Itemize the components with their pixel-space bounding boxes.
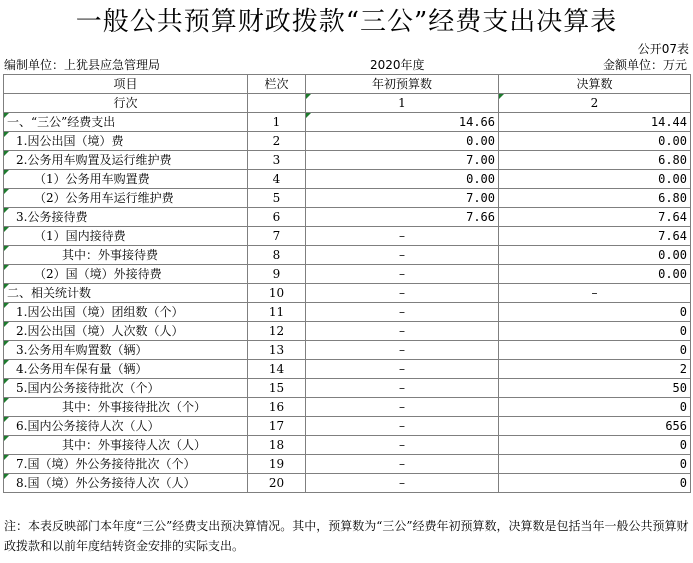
- table-row: [4, 417, 691, 436]
- table-row: [4, 379, 691, 398]
- row-final-cell: 0: [499, 474, 691, 493]
- header-empty-cell: [248, 94, 306, 113]
- table-row: [4, 151, 691, 170]
- row-budget-cell: –: [306, 303, 499, 322]
- row-line-cell: 20: [248, 474, 306, 493]
- row-label-cell: 8.国（境）外公务接待人次（人）: [4, 474, 248, 493]
- row-label-cell: 5.国内公务接待批次（个）: [4, 379, 248, 398]
- header-budget: 年初预算数: [306, 75, 499, 94]
- row-final-cell: 0.00: [499, 132, 691, 151]
- row-budget-cell: 7.66: [306, 208, 499, 227]
- row-line-cell: 15: [248, 379, 306, 398]
- table-row: [4, 474, 691, 493]
- row-final-cell: 0.00: [499, 170, 691, 189]
- row-final-cell: 0: [499, 436, 691, 455]
- row-label-cell: （2）国（境）外接待费: [4, 265, 248, 284]
- row-budget-cell: –: [306, 227, 499, 246]
- row-budget-cell: –: [306, 322, 499, 341]
- row-final-cell: 2: [499, 360, 691, 379]
- row-label-cell: 3.公务用车购置数（辆）: [4, 341, 248, 360]
- row-line-cell: 7: [248, 227, 306, 246]
- table-code: 公开07表: [637, 42, 689, 56]
- row-final-cell: 7.64: [499, 208, 691, 227]
- table-row: [4, 303, 691, 322]
- row-line-cell: 18: [248, 436, 306, 455]
- row-label-cell: 3.公务接待费: [4, 208, 248, 227]
- row-line-cell: 10: [248, 284, 306, 303]
- row-budget-cell: –: [306, 379, 499, 398]
- row-budget-cell: –: [306, 417, 499, 436]
- row-budget-cell: 14.66: [306, 113, 499, 132]
- row-budget-cell: 7.00: [306, 189, 499, 208]
- table-row: [4, 284, 691, 303]
- table-row: [4, 322, 691, 341]
- header-final: 决算数: [499, 75, 691, 94]
- row-final-cell: 6.80: [499, 189, 691, 208]
- header-index-row: [4, 94, 691, 113]
- header-row: [4, 75, 691, 94]
- row-final-cell: –: [499, 284, 691, 303]
- header-final-col-no: 2: [499, 94, 691, 113]
- table-row: [4, 265, 691, 284]
- row-line-cell: 4: [248, 170, 306, 189]
- row-line-cell: 12: [248, 322, 306, 341]
- row-final-cell: 0.00: [499, 265, 691, 284]
- row-line-cell: 2: [248, 132, 306, 151]
- header-line: 栏次: [248, 75, 306, 94]
- row-final-cell: 6.80: [499, 151, 691, 170]
- row-budget-cell: –: [306, 436, 499, 455]
- row-budget-cell: 7.00: [306, 151, 499, 170]
- footnote: 注：本表反映部门本年度“三公”经费支出预决算情况。其中，预算数为“三公”经费年初预算数，决算数是包括当年一般公共预算财政拨款和以前年度结转资金安排的实际支出。: [4, 519, 689, 553]
- compiling-unit: 编制单位：上犹县应急管理局: [4, 58, 161, 72]
- row-final-cell: 7.64: [499, 227, 691, 246]
- row-final-cell: 14.44: [499, 113, 691, 132]
- row-budget-cell: –: [306, 455, 499, 474]
- row-line-cell: 9: [248, 265, 306, 284]
- fiscal-year: 2020年度: [370, 58, 425, 72]
- row-line-cell: 16: [248, 398, 306, 417]
- row-line-cell: 6: [248, 208, 306, 227]
- header-budget-col-no: 1: [306, 94, 499, 113]
- row-final-cell: 50: [499, 379, 691, 398]
- row-budget-cell: –: [306, 341, 499, 360]
- row-label-cell: 1.因公出国（境）团组数（个）: [4, 303, 248, 322]
- row-budget-cell: –: [306, 360, 499, 379]
- row-final-cell: 0: [499, 303, 691, 322]
- row-label-cell: 二、相关统计数: [4, 284, 248, 303]
- row-line-cell: 11: [248, 303, 306, 322]
- row-label-cell: （1）国内接待费: [4, 227, 248, 246]
- row-line-cell: 13: [248, 341, 306, 360]
- row-budget-cell: 0.00: [306, 170, 499, 189]
- table-row: [4, 436, 691, 455]
- table-row: [4, 398, 691, 417]
- row-label-cell: 其中：外事接待人次（人）: [4, 436, 248, 455]
- table-row: [4, 360, 691, 379]
- row-final-cell: 0: [499, 398, 691, 417]
- expense-table: [3, 74, 691, 493]
- row-label-cell: 2.因公出国（境）人次数（人）: [4, 322, 248, 341]
- row-final-cell: 0: [499, 322, 691, 341]
- table-row: [4, 189, 691, 208]
- row-line-cell: 19: [248, 455, 306, 474]
- row-budget-cell: –: [306, 265, 499, 284]
- row-final-cell: 0: [499, 341, 691, 360]
- row-budget-cell: 0.00: [306, 132, 499, 151]
- row-line-cell: 3: [248, 151, 306, 170]
- row-final-cell: 0: [499, 455, 691, 474]
- table-title: 一般公共预算财政拨款“三公”经费支出决算表: [75, 7, 618, 37]
- row-label-cell: 6.国内公务接待人次（人）: [4, 417, 248, 436]
- table-row: [4, 132, 691, 151]
- row-budget-cell: –: [306, 284, 499, 303]
- row-budget-cell: –: [306, 398, 499, 417]
- row-label-cell: 其中：外事接待费: [4, 246, 248, 265]
- money-unit: 金额单位：万元: [602, 58, 687, 72]
- row-label-cell: （1）公务用车购置费: [4, 170, 248, 189]
- row-line-cell: 8: [248, 246, 306, 265]
- table-row: [4, 455, 691, 474]
- header-row-label: 行次: [4, 94, 248, 113]
- row-line-cell: 5: [248, 189, 306, 208]
- row-line-cell: 17: [248, 417, 306, 436]
- row-label-cell: 7.国（境）外公务接待批次（个）: [4, 455, 248, 474]
- row-line-cell: 1: [248, 113, 306, 132]
- row-label-cell: （2）公务用车运行维护费: [4, 189, 248, 208]
- row-final-cell: 656: [499, 417, 691, 436]
- row-budget-cell: –: [306, 246, 499, 265]
- row-label-cell: 其中：外事接待批次（个）: [4, 398, 248, 417]
- row-label-cell: 2.公务用车购置及运行维护费: [4, 151, 248, 170]
- row-label-cell: 4.公务用车保有量（辆）: [4, 360, 248, 379]
- table-row: [4, 246, 691, 265]
- table-row: [4, 208, 691, 227]
- row-final-cell: 0.00: [499, 246, 691, 265]
- table-row: [4, 227, 691, 246]
- table-row: [4, 341, 691, 360]
- row-budget-cell: –: [306, 474, 499, 493]
- table-row: [4, 170, 691, 189]
- table-row: [4, 113, 691, 132]
- row-label-cell: 一、“三公”经费支出: [4, 113, 248, 132]
- header-item: 项目: [4, 75, 248, 94]
- row-label-cell: 1.因公出国（境）费: [4, 132, 248, 151]
- row-line-cell: 14: [248, 360, 306, 379]
